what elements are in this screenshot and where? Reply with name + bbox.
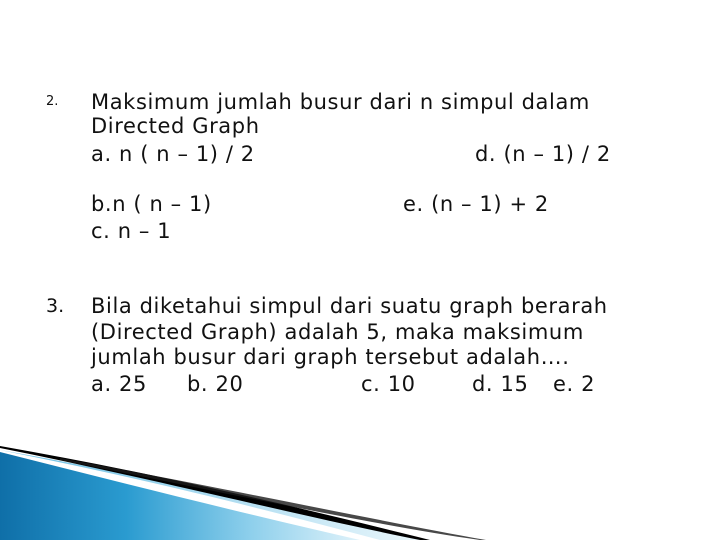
decorative-swoosh — [0, 430, 720, 540]
question-3-text-line-3: jumlah busur dari graph tersebut adalah…. — [91, 345, 570, 369]
question-3-number: 3. — [46, 295, 65, 317]
question-3-option-d: d. 15 — [472, 372, 529, 396]
question-2-option-e: e. (n – 1) + 2 — [403, 192, 549, 216]
question-3-option-e: e. 2 — [553, 372, 596, 396]
question-3-option-a: a. 25 — [91, 372, 147, 396]
question-2-option-d: d. (n – 1) / 2 — [475, 142, 611, 166]
question-2-option-b: b.n ( n – 1) — [91, 192, 212, 216]
question-3-option-c: c. 10 — [361, 372, 416, 396]
question-3-option-b: b. 20 — [187, 372, 244, 396]
question-2-number: 2. — [46, 94, 59, 109]
question-3-text-line-2: (Directed Graph) adalah 5, maka maksimum — [91, 320, 584, 344]
question-2-text-line-1: Maksimum jumlah busur dari n simpul dalam — [91, 90, 590, 114]
question-2-option-c: c. n – 1 — [91, 219, 172, 243]
question-2-text-line-2: Directed Graph — [91, 114, 260, 138]
question-2-option-a: a. n ( n – 1) / 2 — [91, 142, 255, 166]
swoosh-blue-band — [0, 452, 360, 540]
question-3-text-line-1: Bila diketahui simpul dari suatu graph berarah — [91, 294, 608, 318]
